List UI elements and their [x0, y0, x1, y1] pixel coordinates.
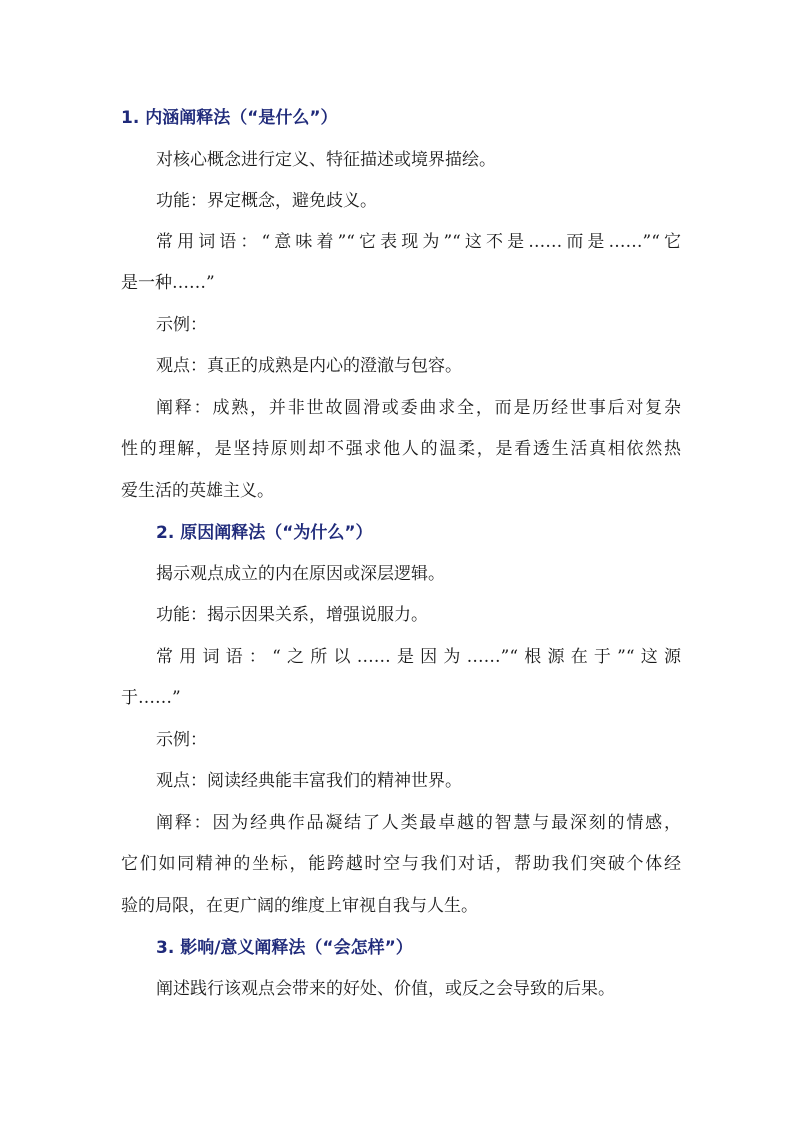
section-function: 功能：揭示因果关系，增强说服力。: [156, 605, 428, 625]
section-description: 揭示观点成立的内在原因或深层逻辑。: [156, 564, 445, 584]
common-phrases-line: 于……”: [121, 688, 181, 708]
common-phrases-line: 常用词语：“之所以……是因为……”“根源在于”“这源: [156, 647, 681, 667]
example-explanation-line: 阐释：成熟，并非世故圆滑或委曲求全，而是历经世事后对复杂: [156, 398, 681, 418]
example-viewpoint: 观点：阅读经典能丰富我们的精神世界。: [156, 771, 462, 791]
example-explanation-line: 它们如同精神的坐标，能跨越时空与我们对话，帮助我们突破个体经: [121, 854, 681, 874]
section-function: 功能：界定概念，避免歧义。: [156, 191, 377, 211]
example-explanation-line: 性的理解，是坚持原则却不强求他人的温柔，是看透生活真相依然热: [121, 439, 681, 459]
example-explanation-line: 爱生活的英雄主义。: [121, 481, 274, 501]
example-label: 示例：: [156, 315, 207, 335]
section-heading: 2. 原因阐释法（“为什么”）: [156, 523, 373, 543]
example-explanation-line: 验的局限，在更广阔的维度上审视自我与人生。: [121, 896, 478, 916]
section-description: 阐述践行该观点会带来的好处、价值，或反之会导致的后果。: [156, 979, 615, 999]
section-heading: 1. 内涵阐释法（“是什么”）: [121, 108, 338, 128]
common-phrases-line: 是一种……”: [121, 273, 215, 293]
common-phrases-line: 常用词语：“意味着”“它表现为”“这不是……而是……”“它: [156, 232, 681, 252]
example-viewpoint: 观点：真正的成熟是内心的澄澈与包容。: [156, 356, 462, 376]
section-heading: 3. 影响/意义阐释法（“会怎样”）: [156, 938, 413, 958]
example-explanation-line: 阐释：因为经典作品凝结了人类最卓越的智慧与最深刻的情感，: [156, 813, 681, 833]
example-label: 示例：: [156, 730, 207, 750]
section-description: 对核心概念进行定义、特征描述或境界描绘。: [156, 150, 496, 170]
